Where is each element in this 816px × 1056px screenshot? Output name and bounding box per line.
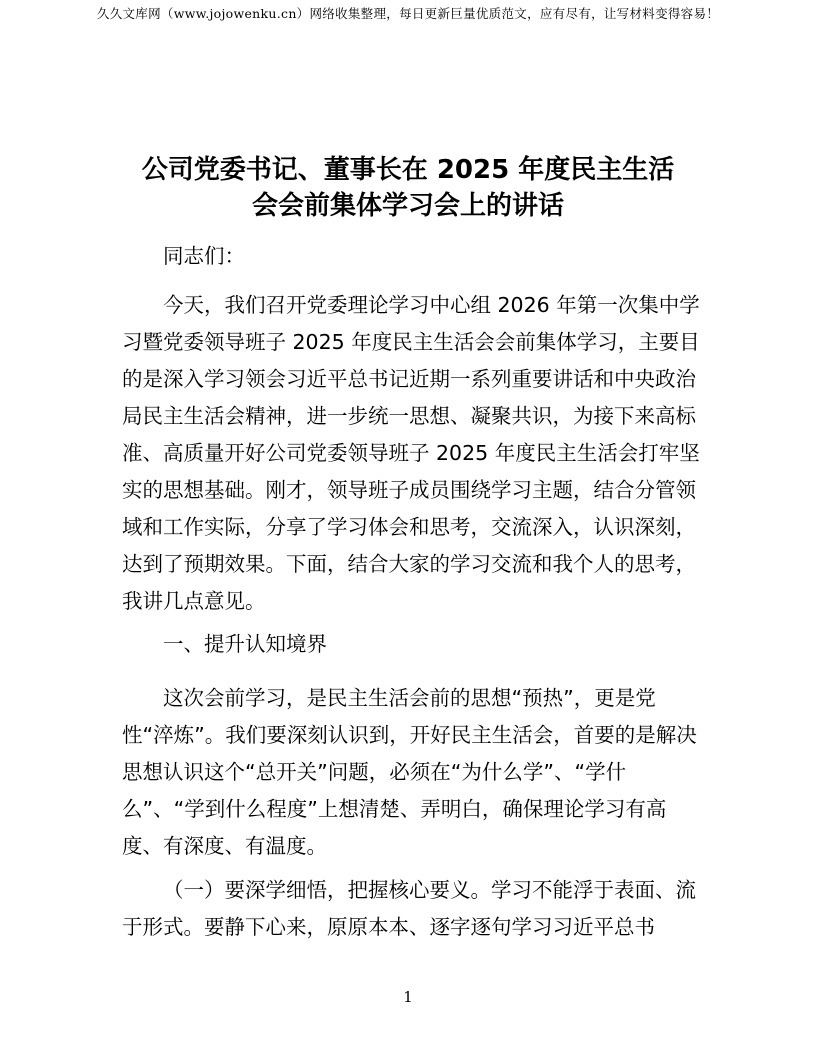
title-line-1: 公司党委书记、董事长在 2025 年度民主生活	[141, 155, 675, 185]
document-title	[60, 152, 756, 224]
paragraph-subsection-1: （一）要深学细悟，把握核心要义。学习不能浮于表面、流于形式。要静下心来，原原本本、逐字逐句学习习近平总书	[122, 878, 696, 939]
page-number: 1	[403, 988, 413, 1006]
salutation: 同志们：	[163, 244, 245, 268]
paragraph-section-1: 这次会前学习，是民主生活会前的思想“预热”，更是党性“淬炼”。我们要深刻认识到，开好民主生活会，首要的是解决思想认识这个“总开关”问题，必须在“为什么学”、“学什么”、“学到什么程度”上想清楚、弄明白，确保理论学习有高度、有深度、有温度。	[122, 686, 697, 858]
source-header-note: 久久文库网（www.jojowenku.cn）网络收集整理，每日更新巨量优质范文，应有尽有，让写材料变得容易！	[96, 6, 720, 21]
section-heading-1: 一、提升认知境界	[163, 632, 327, 656]
paragraph-intro: 今天，我们召开党委理论学习中心组 2026 年第一次集中学习暨党委领导班子 2025 年度民主生活会会前集体学习，主要目的是深入学习领会习近平总书记近期一系列重要讲话和中央政治局民主生活会精神，进一步统一思想、凝聚共识，为接下来高标准、高质量开好公司党委领导班子 2025 年度民主生活会打牢坚实的思想基础。刚才，领导班子成员围绕学习主题，结合分管领域和工作实际，分享了学习体会和思考，交流深入，认识深刻，达到了预期效果。下面，结合大家的学习交流和我个人的思考，我讲几点意见。	[122, 293, 700, 613]
title-line-2: 会会前集体学习会上的讲话	[251, 191, 564, 221]
